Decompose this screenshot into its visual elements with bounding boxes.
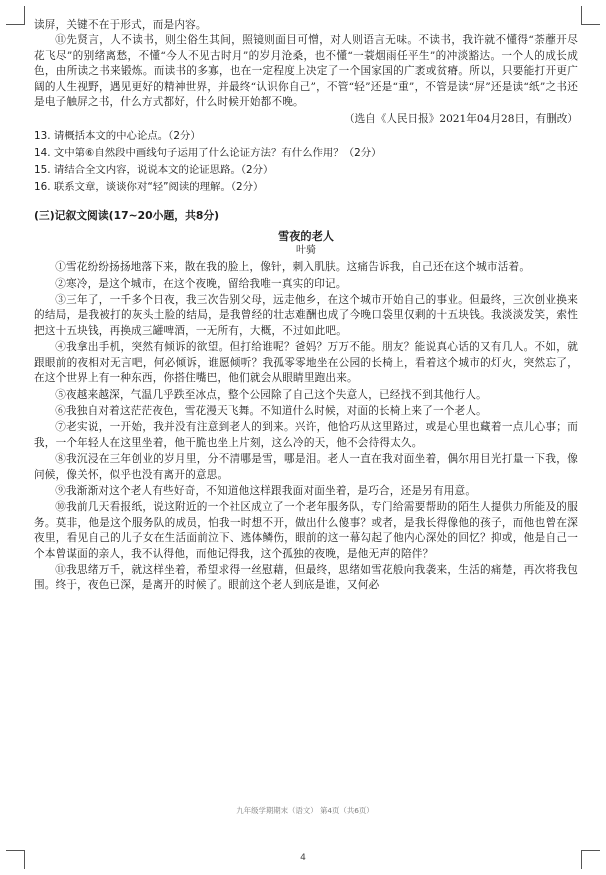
question-15: 15. 请结合全文内容，说说本文的论证思路。（2分） <box>34 163 274 176</box>
question-13: 13. 请概括本文的中心论点。（2分） <box>34 129 201 142</box>
exam-page <box>34 18 578 594</box>
passage-continued-line: 读屏，关键不在于形式，而是内容。 <box>34 19 207 31</box>
story-title: 雪夜的老人 <box>278 230 334 244</box>
story-paragraph-11: ⑪我思绪万千，就这样坐着，希望求得一丝慰藉，但最终，思绪如雪花般向我袭来，生活的痛楚，再次将我包围。终于，夜色已深，是离开的时候了。眼前这个老人到底是谁，又何必 <box>34 563 578 592</box>
story-paragraph-6: ⑥我独自对着这茫茫夜色，雪花漫天飞舞。不知道什么时候，对面的长椅上来了一个老人。 <box>55 404 487 417</box>
story-paragraph-7: ⑦老实说，一开始，我并没有注意到老人的到来。兴许，他恰巧从这里路过，或是心里也藏着一点儿心事；而我，一个年轻人在这里坐着，他干脆也坐上片刻，这么冷的天，他不会待得太久。 <box>34 421 578 449</box>
story-paragraph-1: ①雪花纷纷扬扬地落下来，散在我的脸上，像针，刺入肌肤。这痛告诉我，自己还在这个城市活着。 <box>55 261 531 274</box>
story-paragraph-3: ③三年了，一千多个日夜，我三次告别父母，远走他乡，在这个城市开始自己的事业。但最终，三次创业换来的结局，是我被打的灰头土脸的结局，是我曾经的壮志难酬也成了今晚口袋里仅剩的十五块钱。我淡淡发笑，索性把这十五块钱，再换成三罐啤酒，一无所有，大概，不过如此吧。 <box>34 294 578 337</box>
passage-source: （选自《人民日报》2021年04月28日，有删改） <box>343 113 578 126</box>
crop-mark-top-left <box>6 6 25 25</box>
crop-mark-top-right <box>581 6 600 25</box>
question-list <box>34 128 578 196</box>
story-paragraph-10: ⑩我前几天看报纸，说这附近的一个社区成立了一个老年服务队，专门给需要帮助的陌生人提供力所能及的服务。莫非，他是这个服务队的成员，怕我一时想不开，做出什么傻事？或者，是我长得像他的孩子，而他也曾在深夜里，看见自己的儿子女在生活面前泣下、逃体鳞伤，眼前的这一幕勾起了他内心深处的回忆？抑或，他是自己一个本曾谋面的亲人，我不认得他，而他记得我，这个孤独的夜晚，是他无声的陪伴？ <box>34 501 578 560</box>
page-number: 4 <box>300 853 306 863</box>
story-paragraph-9: ⑨我渐渐对这个老人有些好奇，不知道他这样跟我面对面坐着，是巧合，还是另有用意。 <box>55 484 477 497</box>
story-body <box>34 260 578 594</box>
question-16: 16. 联系文章，谈谈你对“轻”阅读的理解。（2分） <box>34 180 264 193</box>
story-paragraph-5: ⑤夜越来越深，气温几乎跌至冰点，整个公园除了自己这个失意人，已经找不到其他行人。 <box>55 388 487 401</box>
story-author: 叶骑 <box>296 245 316 257</box>
story-paragraph-2: ②寒冷，是这个城市，在这个夜晚，留给我唯一真实的印记。 <box>55 277 347 290</box>
question-14: 14. 文中第⑥自然段中画线句子运用了什么论证方法？有什么作用？（2分） <box>34 146 382 159</box>
story-paragraph-4: ④我拿出手机，突然有倾诉的欲望。但打给谁呢？爸妈？万万不能。朋友？能说真心话的又有几人。不如，就跟眼前的夜相对无言吧，何必倾诉，谁愿倾听？我孤零零地坐在公园的长椅上，看着这个城市的灯火，突然忘了，在这个世界上有一种东西，你搭住嘴巴，他们就会从眼睛里跑出来。 <box>34 341 578 385</box>
passage-paragraph-11: ⑪先贤言，人不读书，则尘俗生其间，照镜则面目可憎，对人则语言无味。不读书，我许就不懂得“荼蘼开尽花飞尽”的别绪离愁，不懂“今人不见古时月”的岁月沧桑，也不懂“一蓑烟雨任平生”的冲淡豁达。一个人的成长成色，由所读之书来锻炼。而读书的多寡，也在一定程度上决定了一个国家国的广袤或贫瘠。所以，只要能打开更广阔的人生视野，遇见更好的精神世界，并最终“认识你自己”，不管“轻”还是“重”，不管是读“屏”还是读“纸”之书还是电子触屏之书，什么方式都好，什么时候开始都不晚。 <box>34 34 578 109</box>
section-heading: (三)记叙文阅读(17~20小题，共8分) <box>34 208 220 222</box>
exam-footer: 九年级学期期末（语文） 第4页（共6页） <box>236 806 374 815</box>
story-paragraph-8: ⑧我沉浸在三年创业的岁月里，分不清哪是雪，哪是泪。老人一直在我对面坐着，偶尔用目光打量一下我，像问候，像关怀，似乎也没有离开的意思。 <box>34 453 578 481</box>
